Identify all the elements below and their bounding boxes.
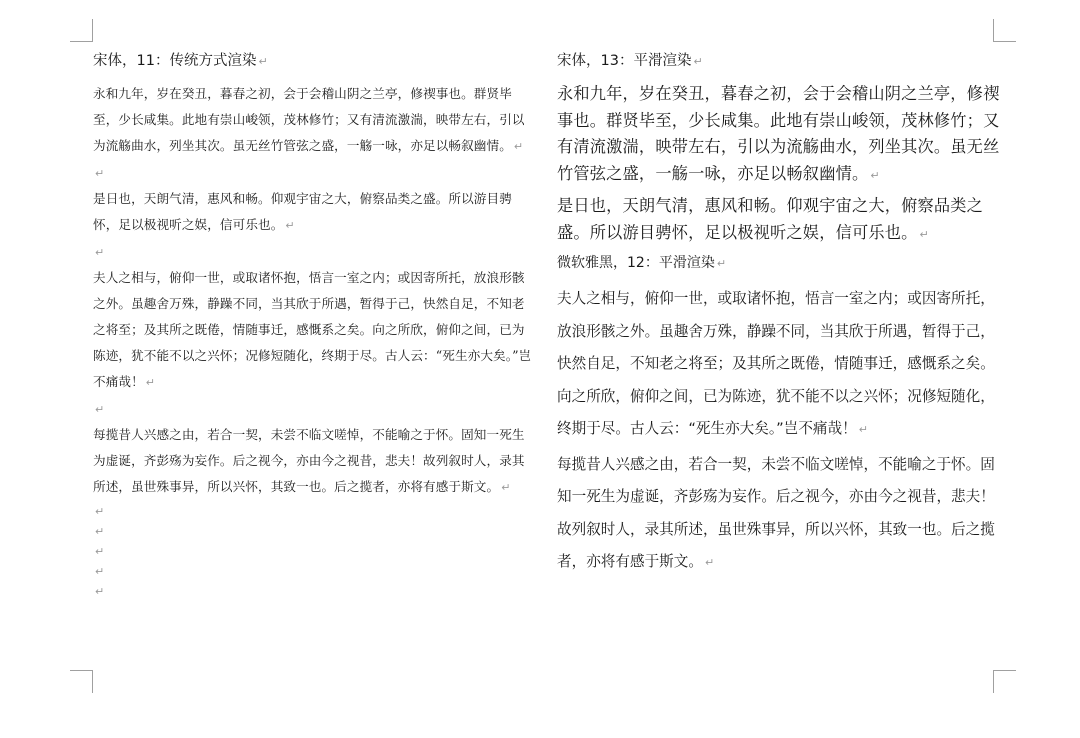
margin-corner-top-left bbox=[70, 19, 93, 42]
paragraph-mark-icon: ↵ bbox=[95, 246, 105, 259]
left-paragraph-1[interactable]: 永和九年，岁在癸丑，暮春之初，会于会稽山阴之兰亭，修禊事也。群贤毕至，少长咸集。此地有崇山峻领，茂林修竹；又有清流激湍，映带左右，引以为流觞曲水，列坐其次。虽无丝竹管弦之盛，一觞一咏，亦足以畅叙幽情。 ↵ bbox=[93, 86, 525, 153]
paragraph-mark-icon: ↵ bbox=[258, 55, 268, 68]
margin-corner-top-right bbox=[993, 19, 1016, 42]
left-paragraph-2[interactable]: 是日也，天朗气清，惠风和畅。仰观宇宙之大，俯察品类之盛。所以游目骋怀，足以极视听之娱，信可乐也。 ↵ bbox=[93, 191, 512, 232]
paragraph-mark-icon: ↵ bbox=[716, 257, 727, 270]
paragraph-mark-icon: ↵ bbox=[919, 227, 929, 241]
empty-paragraph[interactable] bbox=[93, 581, 533, 601]
paragraph-mark-icon: ↵ bbox=[95, 525, 105, 538]
right-paragraph-4[interactable]: 每揽昔人兴感之由，若合一契，未尝不临文嗟悼，不能喻之于怀。固知一死生为虚诞，齐彭殇为妄作。后之视今，亦由今之视昔，悲夫！故列叙时人，录其所述，虽世殊事异，所以兴怀，其致一也。后之揽者，亦将有感于斯文。 ↵ bbox=[557, 455, 995, 570]
empty-paragraph[interactable] bbox=[93, 501, 533, 521]
margin-corner-bottom-left bbox=[70, 670, 93, 693]
paragraph-mark-icon: ↵ bbox=[285, 219, 295, 232]
margin-corner-bottom-right bbox=[993, 670, 1016, 693]
left-column bbox=[93, 50, 533, 601]
paragraph-mark-icon: ↵ bbox=[513, 140, 524, 153]
empty-paragraph[interactable] bbox=[93, 396, 533, 422]
paragraph-mark-icon: ↵ bbox=[95, 403, 105, 416]
paragraph-mark-icon: ↵ bbox=[95, 585, 105, 598]
left-paragraph-3[interactable]: 夫人之相与，俯仰一世，或取诸怀抱，悟言一室之内；或因寄所托，放浪形骸之外。虽趣舍万殊，静躁不同，当其欣于所遇，暂得于己，快然自足，不知老之将至；及其所之既倦，情随事迁，感慨系之矣。向之所欣，俯仰之间，已为陈迹，犹不能不以之兴怀；况修短随化，终期于尽。古人云：“死生亦大矣。”岂不痛哉！ ↵ bbox=[93, 270, 532, 389]
paragraph-mark-icon: ↵ bbox=[858, 423, 868, 436]
left-heading[interactable]: 宋体，11：传统方式渲染 ↵ bbox=[93, 53, 268, 69]
right-heading-2[interactable]: 微软雅黑，12：平滑渲染 ↵ bbox=[557, 255, 727, 271]
right-column bbox=[557, 50, 1005, 582]
empty-paragraph[interactable] bbox=[93, 541, 533, 561]
empty-paragraph[interactable] bbox=[93, 521, 533, 541]
empty-paragraph[interactable] bbox=[93, 239, 533, 265]
right-paragraph-1[interactable]: 永和九年，岁在癸丑，暮春之初，会于会稽山阴之兰亭，修禊事也。群贤毕至，少长咸集。此地有崇山峻领，茂林修竹；又有清流激湍，映带左右，引以为流觞曲水，列坐其次。虽无丝竹管弦之盛，一觞一咏，亦足以畅叙幽情。 ↵ bbox=[557, 84, 1000, 183]
paragraph-mark-icon: ↵ bbox=[95, 565, 105, 578]
right-paragraph-3[interactable]: 夫人之相与，俯仰一世，或取诸怀抱，悟言一室之内；或因寄所托，放浪形骸之外。虽趣舍万殊，静躁不同，当其欣于所遇，暂得于己，快然自足，不知老之将至；及其所之既倦，情随事迁，感慨系之矣。向之所欣，俯仰之间，已为陈迹，犹不能不以之兴怀；况修短随化，终期于尽。古人云：“死生亦大矣。”岂不痛哉！ ↵ bbox=[557, 290, 995, 437]
paragraph-mark-icon: ↵ bbox=[870, 168, 880, 182]
right-paragraph-2[interactable]: 是日也，天朗气清，惠风和畅。仰观宇宙之大，俯察品类之盛。所以游目骋怀，足以极视听之娱，信可乐也。 ↵ bbox=[557, 196, 984, 242]
paragraph-mark-icon: ↵ bbox=[501, 481, 511, 494]
paragraph-mark-icon: ↵ bbox=[145, 376, 156, 389]
paragraph-mark-icon: ↵ bbox=[693, 55, 703, 68]
right-heading-1[interactable]: 宋体，13：平滑渲染 ↵ bbox=[557, 53, 703, 69]
paragraph-mark-icon: ↵ bbox=[95, 545, 105, 558]
paragraph-mark-icon: ↵ bbox=[704, 556, 715, 569]
left-paragraph-4[interactable]: 每揽昔人兴感之由，若合一契，未尝不临文嗟悼，不能喻之于怀。固知一死生为虚诞，齐彭殇为妄作。后之视今，亦由今之视昔，悲夫！故列叙时人，录其所述，虽世殊事异，所以兴怀，其致一也。后之揽者，亦将有感于斯文。 ↵ bbox=[93, 427, 525, 494]
empty-paragraph[interactable] bbox=[93, 160, 533, 186]
paragraph-mark-icon: ↵ bbox=[95, 505, 105, 518]
empty-paragraph[interactable] bbox=[93, 561, 533, 581]
paragraph-mark-icon: ↵ bbox=[95, 167, 105, 180]
